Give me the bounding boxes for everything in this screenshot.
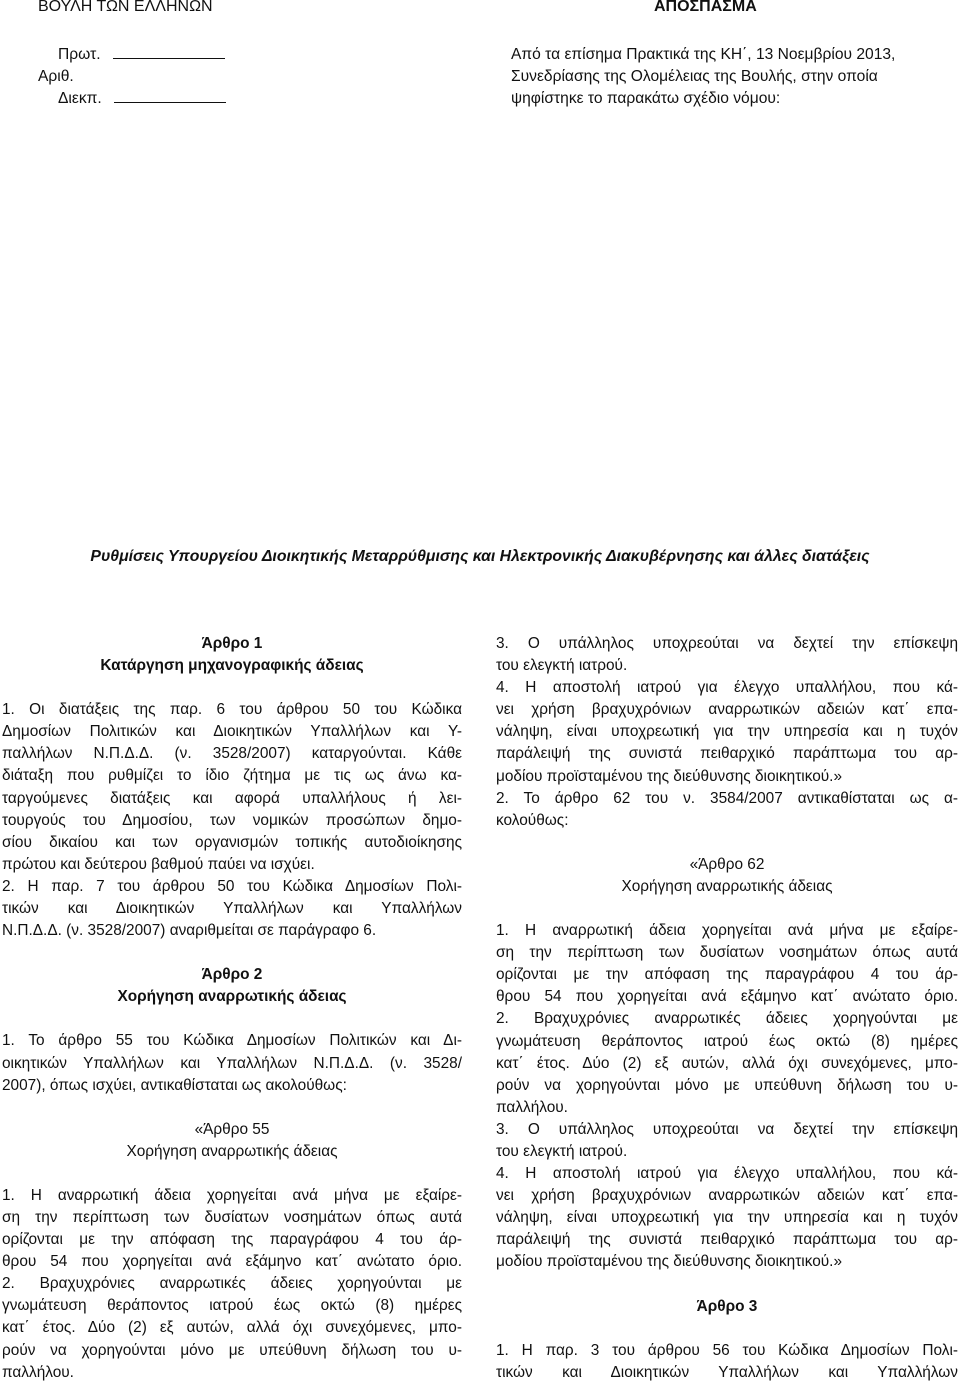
text-line: παλλήλων Ν.Π.Δ.Δ. (ν. 3528/2007) καταργούνται. Κάθε [2, 745, 462, 763]
text-line: κολούθως: [496, 811, 569, 829]
text-line: του ελεγκτή ιατρού. [496, 657, 628, 675]
left-column [2, 633, 462, 1384]
article-1-heading: Άρθρο 1 [201, 635, 263, 652]
article-2-heading: Άρθρο 2 [201, 966, 263, 984]
text-line: νει χρήση βραχυχρόνιων αναρρωτικών αδειών κατ΄ επα- [496, 701, 958, 719]
text-line: 3. Ο υπάλληλος υποχρεούται να δεχτεί την επίσκεψη [496, 635, 958, 652]
text-line: τικών και Διοικητικών Υπαλλήλων και Υπαλλήλων [496, 1363, 958, 1381]
text-line: θρου 54 που χορηγείται ανά εξάμηνο κατ΄ ανώτατο όριο. [496, 988, 958, 1006]
text-line: Ν.Π.Δ.Δ. (ν. 3528/2007) αναριθμείται σε παράγραφο 6. [2, 922, 377, 940]
bill-title: Ρυθμίσεις Υπουργείου Διοικητικής Μεταρρύθμισης και Ηλεκτρονικής Διακυβέρνησης και άλλες διατάξεις [90, 548, 870, 565]
text-line: τικών και Διοικητικών Υπαλλήλων και Υπαλλήλων [2, 900, 462, 918]
text-line: πρώτου και δεύτερου βαθμού παύει να ισχύει. [2, 855, 315, 873]
article-1-subtitle: Κατάργηση μηχανογραφικής άδειας [100, 657, 364, 675]
text-line: παλλήλου. [2, 1363, 74, 1381]
text-line: νάληψη, είναι υποχρεωτική για την υπηρεσία και η τυχόν [496, 1209, 958, 1227]
text-line: νάληψη, είναι υποχρεωτική για την υπηρεσία και η τυχόν [496, 723, 958, 741]
text-line: 3. Ο υπάλληλος υποχρεούται να δεχτεί την επίσκεψη [496, 1120, 958, 1138]
text-line: 2007), όπως ισχύει, αντικαθίσταται ως ακολούθως: [2, 1076, 347, 1094]
text-line: οικητικών Υπαλλήλων και Υπαλλήλων Ν.Π.Δ.Δ. (ν. 3528/ [2, 1054, 462, 1072]
intro-line-3: ψηφίστηκε το παρακάτω σχέδιο νόμου: [511, 90, 781, 107]
prot-text: Πρωτ. [58, 46, 101, 63]
text-line: 4. Η αποστολή ιατρού για έλεγχο υπαλλήλου, που κά- [496, 679, 958, 697]
text-line: θρου 54 που χορηγείται ανά εξάμηνο κατ΄ ανώτατο όριο. [2, 1253, 462, 1271]
quoted-article-62-heading: «Άρθρο 62 [689, 855, 765, 873]
text-line: 1. Το άρθρο 55 του Κώδικα Δημοσίων Πολιτικών και Δι- [2, 1032, 462, 1050]
article-3-heading: Άρθρο 3 [696, 1297, 758, 1315]
right-column [496, 633, 958, 1384]
text-line: 4. Η αποστολή ιατρού για έλεγχο υπαλλήλου, που κά- [496, 1165, 958, 1183]
parliament-name: ΒΟΥΛΗ ΤΩΝ ΕΛΛΗΝΩΝ [38, 0, 213, 15]
text-line: ση την περίπτωση των δυσίατων νοσημάτων όπως αυτά [2, 1208, 462, 1226]
text-line: παλλήλου. [496, 1098, 568, 1116]
text-line: 1. Η αναρρωτική άδεια χορηγείται ανά μήνα με εξαίρε- [496, 922, 958, 940]
article-2-subtitle: Χορήγηση αναρρωτικής άδειας [117, 988, 347, 1006]
text-line: Δημοσίων Πολιτικών και Διοικητικών Υπαλλήλων και Υ- [2, 723, 462, 741]
text-line: ση την περίπτωση των δυσίατων νοσημάτων όπως αυτά [496, 944, 958, 962]
text-line: 1. Η αναρρωτική άδεια χορηγείται ανά μήνα με εξαίρε- [2, 1186, 462, 1204]
document-type: ΑΠΟΣΠΑΣΜΑ [654, 0, 757, 15]
text-line: 2. Η παρ. 7 του άρθρου 50 του Κώδικα Δημοσίων Πολι- [2, 877, 462, 895]
text-line: μοδίου προϊσταμένου της διεύθυνσης διοικητικού.» [496, 767, 843, 785]
text-line: γνωμάτευση θεράποντος ιατρού έως οκτώ (8) ημέρες [2, 1297, 462, 1315]
text-line: παράλειψή της συνιστά πειθαρχικό παράπτωμα του αρ- [496, 745, 958, 763]
text-line: ταργούμενες διατάξεις και αφορά υπαλλήλους ή λει- [2, 789, 462, 807]
text-line: κατ΄ έτος. Δύο (2) εξ αυτών, αλλά όχι συνεχόμενες, μπο- [2, 1319, 462, 1337]
text-line: 1. Η παρ. 3 του άρθρου 56 του Κώδικα Δημοσίων Πολι- [496, 1341, 958, 1359]
text-line: μοδίου προϊσταμένου της διεύθυνσης διοικητικού.» [496, 1253, 843, 1271]
intro-line-2: Συνεδρίασης της Ολομέλειας της Βουλής, στην οποία [511, 68, 878, 85]
intro-line-1: Από τα επίσημα Πρακτικά της ΚΗ΄, 13 Νοεμβρίου 2013, [511, 46, 896, 63]
text-line: 2. Το άρθρο 62 του ν. 3584/2007 αντικαθίσταται ως α- [496, 789, 958, 807]
quoted-article-55-subtitle: Χορήγηση αναρρωτικής άδειας [126, 1142, 338, 1160]
text-line: γνωμάτευση θεράποντος ιατρού έως οκτώ (8) ημέρες [496, 1032, 958, 1050]
diekp-text: Διεκπ. [58, 90, 102, 107]
diekp-label [58, 88, 226, 110]
arith-label: Αριθ. [38, 68, 74, 85]
text-line: νει χρήση βραχυχρόνιων αναρρωτικών αδειών κατ΄ επα- [496, 1187, 958, 1205]
text-line: 1. Οι διατάξεις της παρ. 6 του άρθρου 50 του Κώδικα [2, 701, 462, 719]
text-line: 2. Βραχυχρόνιες αναρρωτικές άδειες χορηγούνται με [496, 1010, 958, 1028]
text-line: σίου δικαίου και των οργανισμών τοπικής αυτοδιοίκησης [2, 833, 462, 851]
text-line: του ελεγκτή ιατρού. [496, 1142, 628, 1160]
text-line: ρούν να χορηγούνται μόνο με υπεύθυνη δήλωση του υ- [496, 1076, 958, 1094]
prot-label [58, 44, 225, 66]
text-line: τουργούς του Δημοσίου, των νομικών προσώπων δημο- [2, 811, 462, 829]
prot-blank-line [113, 58, 225, 59]
text-line: 2. Βραχυχρόνιες αναρρωτικές άδειες χορηγούνται με [2, 1275, 462, 1293]
text-line: κατ΄ έτος. Δύο (2) εξ αυτών, αλλά όχι συνεχόμενες, μπο- [496, 1054, 958, 1072]
text-line: ρούν να χορηγούνται μόνο με υπεύθυνη δήλωση του υ- [2, 1341, 462, 1359]
text-line: παράλειψή της συνιστά πειθαρχικό παράπτωμα του αρ- [496, 1231, 958, 1249]
text-line: ορίζονται με την απόφαση της παραγράφου 4 του άρ- [2, 1231, 462, 1249]
text-line: διάταξη που ρυθμίζει το ίδιο ζήτημα με τις ως άνω κα- [2, 767, 462, 785]
diekp-blank-line [114, 102, 226, 103]
quoted-article-62-subtitle: Χορήγηση αναρρωτικής άδειας [621, 877, 833, 895]
text-line: ορίζονται με την απόφαση της παραγράφου 4 του άρ- [496, 966, 958, 984]
quoted-article-55-heading: «Άρθρο 55 [194, 1120, 270, 1138]
